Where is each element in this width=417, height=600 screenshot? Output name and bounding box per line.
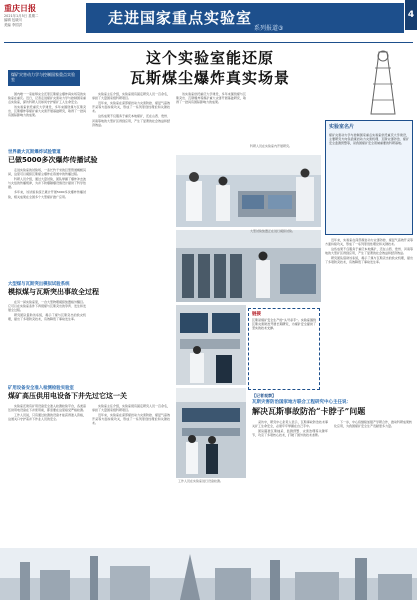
body-paragraph: 团队瞄准瓦斯抽采、监测预警、灾害治理等关键环节，攻克了多项核心技术，打破了国外的技术垄断。: [252, 429, 328, 438]
newspaper-logo: 重庆日报: [4, 3, 36, 13]
body-paragraph: 实验室主任介绍，实验室现有固定研究人员一百余名，承担了大量国家级科研项目。: [92, 404, 170, 413]
section-3-kicker: 矿用设备安全准入检测检验实验室: [8, 386, 74, 391]
body-paragraph: 研究团队借助该系统，揭示了煤与瓦斯突出的致灾机理，提出了多项防突技术，有效降低了事故发生率。: [325, 256, 413, 265]
body-paragraph: 下一步，中心将继续加强产学研合作，推动科研成果转化应用，为我国煤矿安全生产贡献更多力量。: [334, 420, 412, 429]
lab-photo-2: [176, 230, 321, 302]
sidebox-text: 煤矿灾害动力学与控制国家重点实验室依托重庆大学建设，主要研究方向包括煤岩动力灾害机理、瓦斯灾害防治、煤矿安全监测预警等，是我国煤矿安全领域重要的科研基地。: [329, 133, 409, 145]
section-title: 走进国家重点实验室: [108, 9, 253, 27]
body-paragraph: 该实验室依托重庆大学建设，多年来围绕煤与瓦斯突出、瓦斯爆炸等煤矿重大灾害开展基础研究，取得了一批具有国际影响力的成果。: [176, 92, 246, 105]
lab-photo-4: [176, 388, 246, 478]
lab-photo-1: [176, 155, 321, 227]
section-banner: [86, 3, 404, 33]
body-paragraph: 近年来，实验室在深部煤岩动力灾害防控、煤层气高效开采等方面持续攻关，形成了一系列原创性理论和关键技术。: [92, 101, 170, 114]
body-paragraph: 实验室主任介绍，实验室现有固定研究人员一百余名，承担了大量国家级科研项目。: [92, 92, 170, 101]
body-paragraph: 走进实验室的试验场，一条长约千米的巨型管道蜿蜒其间，这里可以模拟瓦斯煤尘爆炸在巷道中的传播过程。: [8, 168, 86, 177]
body-paragraph: 科研人员介绍，通过大量试验，团队掌握了爆炸冲击波与火焰的传播规律，为井下防爆隔爆设施设计提供了科学依据。: [8, 177, 86, 190]
section-2-heading: [8, 282, 163, 297]
headline-line-1: 这个实验室能还原: [145, 49, 274, 67]
body-paragraph: 工作人员说，只有通过检测的设备才能获得准入资格，这道关口守护着井下作业人员的安全。: [8, 413, 86, 422]
feature-heading: [252, 400, 410, 416]
intro-paragraph: 该实验室依托重庆大学建设，多年来围绕煤与瓦斯突出、瓦斯爆炸等煤矿重大灾害开展基础研究，取得了一批具有国际影响力的成果。: [8, 105, 86, 118]
body-paragraph: 实验室还建有矿用设备安全准入检测检验平台，各类高压供用电设备在下井使用前，都需要在这里接受严格检测。: [8, 404, 86, 413]
issue-editor: 编辑 包晓川: [4, 18, 23, 23]
linkbox-text: 瓦斯是煤矿安全生产的“头号杀手”。实验室围绕瓦斯灾害防治开展长期研究，为煤矿安全提供了坚实的技术支撑。: [252, 318, 316, 330]
section-1-title: 已做5000多次爆炸传播试验: [8, 156, 98, 164]
section-subtitle: 系列报道③: [254, 25, 284, 32]
linkbox-heading: 链接: [252, 312, 261, 317]
lab-name-tag: 煤矿灾害动力学与控制国家重点实验室: [8, 70, 80, 86]
lab-photo-3: [176, 305, 246, 385]
photo-caption: 大型试验装置正在进行模拟试验。: [250, 229, 296, 233]
body-paragraph: 在另一间实验室里，一台大型物理模拟装置格外醒目。它可以在实验室条件下再现煤与瓦斯突出的孕育、发生和发展全过程。: [8, 300, 86, 313]
headline-line-2: 瓦斯煤尘爆炸真实场景: [129, 69, 290, 87]
intro-paragraph: 国内唯一一家能够完全还原瓦斯煤尘爆炸真实场景的实验室在重庆。近日，记者走进煤矿灾害动力学与控制国家重点实验室，探访科研人员如何守护煤矿工人生命安全。: [8, 92, 86, 105]
section-2-kicker: 大型煤与瓦斯突出模拟试验系统: [8, 282, 70, 287]
body-paragraph: 近年来，实验室在深部煤岩动力灾害防控、煤层气高效开采等方面持续攻关，形成了一系列原创性理论和关键技术。: [92, 413, 170, 426]
section-3-title: 煤矿高压供用电设备下井先过它这一关: [8, 392, 127, 400]
section-1-kicker: 世界最大瓦斯爆炸试验管道: [8, 150, 61, 155]
body-paragraph: 这些成果不仅服务于重庆本地煤矿，还在山西、贵州、河南等地的大型矿区得到应用，产生了显著的社会效益和经济效益。: [325, 247, 413, 256]
main-headline: [90, 48, 330, 88]
body-paragraph: 近年来，实验室在深部煤岩动力灾害防控、煤层气高效开采等方面持续攻关，形成了一系列原创性理论和关键技术。: [325, 238, 413, 247]
section-2-title: 模拟煤与瓦斯突出事故全过程: [8, 288, 99, 296]
masthead-divider: [4, 42, 413, 43]
section-3-body: [8, 404, 86, 544]
body-paragraph: 采访中，研究中心负责人表示，瓦斯事故防治技术事关矿工生命安全，必须牢牢掌握在自己手中。: [252, 420, 328, 429]
feature-headline: 解决瓦斯事故防治“卡脖子”问题: [252, 406, 366, 416]
photo-caption: 科研人员在实验室内开展研究。: [250, 144, 293, 148]
lab-info-sidebox: [325, 120, 413, 235]
center-column-2: [176, 92, 246, 152]
feature-kicker: 瓦斯灾害防治国家地方联合工程研究中心主任说：: [252, 400, 351, 405]
feature-tag: 【记者观察】: [252, 393, 276, 398]
industrial-skyline-illustration: [0, 548, 417, 600]
issue-designer: 美编 李国洪: [4, 22, 23, 27]
right-column-body: [325, 238, 413, 388]
link-box: [248, 308, 320, 390]
section-1-body: [8, 168, 86, 278]
section-2-body: [8, 300, 86, 380]
center-column-1: [92, 92, 170, 272]
intro-column: [8, 92, 86, 147]
section-3-heading: [8, 386, 178, 401]
body-paragraph: 研究团队借助该系统，揭示了煤与瓦斯突出的致灾机理，提出了多项防突技术，有效降低了事故发生率。: [8, 313, 86, 322]
body-paragraph: 这些成果不仅服务于重庆本地煤矿，还在山西、贵州、河南等地的大型矿区得到应用，产生了显著的社会效益和经济效益。: [92, 114, 170, 127]
issue-date: 2021年1月5日 星期二: [4, 14, 39, 18]
feature-body-1: [252, 420, 328, 544]
feature-body-2: [334, 420, 412, 544]
photo-caption: 工作人员在实验室进行设备检测。: [178, 479, 224, 483]
body-paragraph: 多年来，该试验系统已累计开展5000多次爆炸传播试验，相关成果在全国多个大型煤矿推广应用。: [8, 190, 86, 199]
mine-tower-illustration: [325, 48, 413, 116]
sidebox-heading: 实验室名片: [329, 124, 355, 130]
section-3-body-cont: [92, 404, 170, 544]
page-number: 4: [405, 0, 417, 30]
issue-meta: [4, 14, 38, 27]
